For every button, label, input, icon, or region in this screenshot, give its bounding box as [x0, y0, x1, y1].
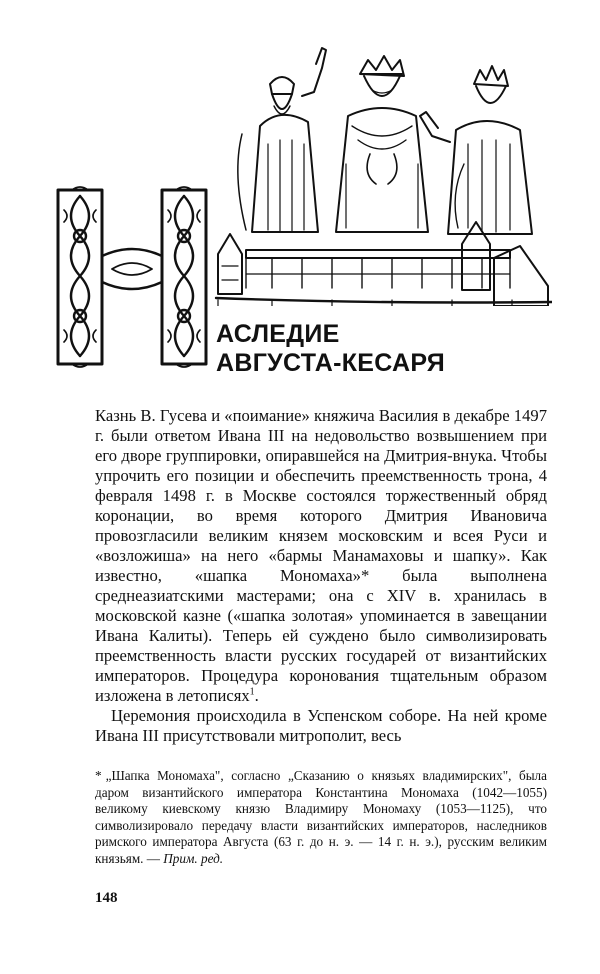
ornamental-drop-cap [52, 184, 212, 370]
footnote-editor-note: Прим. ред. [163, 850, 224, 866]
center-figure [336, 56, 428, 232]
coronation-illustration [212, 44, 552, 306]
chapter-title-line2: АВГУСТА-КЕСАРЯ [216, 349, 445, 377]
left-figure [238, 48, 326, 232]
right-figure [420, 66, 532, 234]
page-number: 148 [95, 890, 118, 906]
paragraph-1-end: . [254, 686, 259, 705]
footnote-text: „Шапка Мономаха", согласно „Сказанию о князьях владимирских", была даром византийского императора Константина Мономаха (1042—1055) великому киевскому князю Владимиру Мономаху (1053—1125), что символизировало передачу власти византийских императоров, наследников римского императора Августа (63 г. до н. э. — 14 г. н. э.), русским великим князьям. — [95, 768, 547, 866]
chapter-title [216, 320, 445, 378]
footnote-mark: * [95, 768, 102, 783]
footnote [95, 768, 547, 868]
paragraph-2: Церемония происходила в Успенском соборе. На ней кроме Ивана III присутствовали митрополит, весь [95, 706, 547, 745]
paragraph-1 [95, 406, 547, 706]
endnote-reference: 1 [249, 686, 255, 698]
chapter-title-line1: АСЛЕДИЕ [216, 320, 340, 348]
body-text [95, 406, 547, 746]
paragraph-1-text: Казнь В. Гусева и «поимание» княжича Василия в декабре 1497 г. были ответом Ивана III на недовольство возвышением при его дворе группировки, опиравшейся на Дмитрия-внука. Чтобы упрочить его позиции и обеспечить преемственность трона, 4 февраля 1498 г. в Москве состоялся торжественный обряд коронации, во время которого Дмитрия Ивановича провозгласили великим князем московским и всея Руси и «возложиша» на него «бармы Манамаховы и шапку». Как известно, «шапка Мономаха»* была выполнена среднеазиатскими мастерами; она с XIV в. хранилась в московской казне («шапка золотая» упоминается в завещании Ивана Калиты). Теперь ей суждено было символизировать преемственность власти русских государей от византийских императоров. Процедура коронования тщательным образом изложена в летописях [95, 406, 547, 705]
